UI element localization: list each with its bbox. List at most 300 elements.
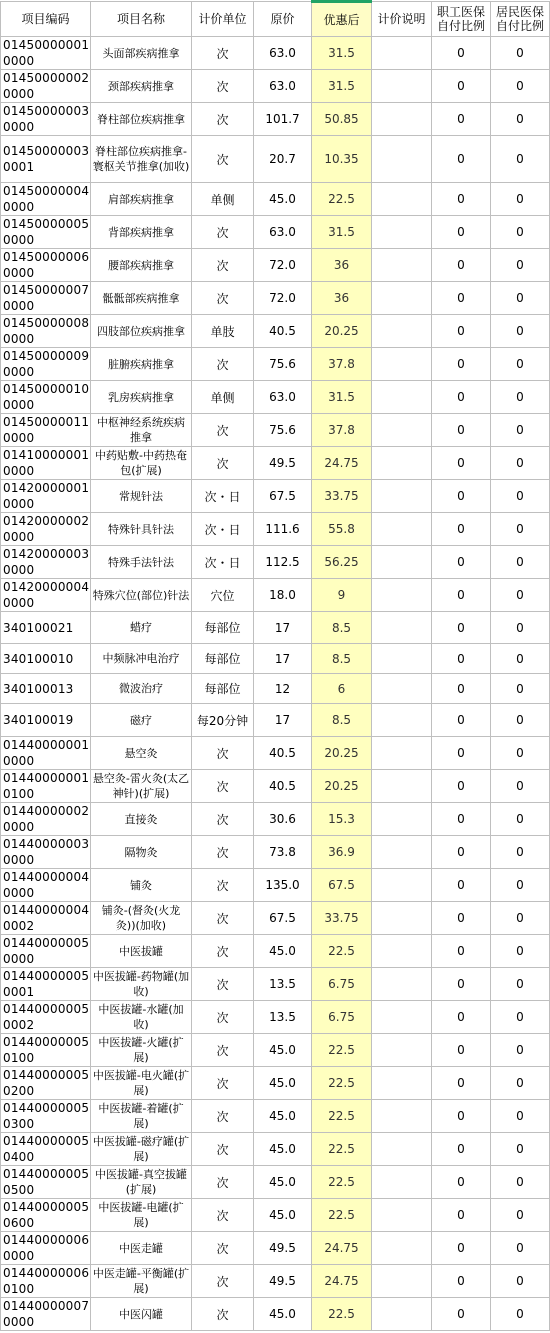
cell-discount[interactable]: 8.5 [312, 704, 372, 737]
cell-price[interactable]: 12 [254, 674, 312, 704]
cell-unit[interactable]: 每20分钟 [192, 704, 254, 737]
cell-worker-ratio[interactable]: 0 [432, 37, 491, 70]
cell-worker-ratio[interactable]: 0 [432, 480, 491, 513]
cell-resident-ratio[interactable]: 0 [491, 216, 550, 249]
cell-note[interactable] [372, 644, 432, 674]
header-price[interactable]: 原价 [254, 2, 312, 37]
cell-name[interactable]: 骶骶部疾病推拿 [91, 282, 192, 315]
cell-price[interactable]: 30.6 [254, 803, 312, 836]
cell-code[interactable]: 014400000060100 [1, 1265, 91, 1298]
cell-note[interactable] [372, 1001, 432, 1034]
cell-discount[interactable]: 10.35 [312, 136, 372, 183]
cell-unit[interactable]: 次・日 [192, 513, 254, 546]
cell-name[interactable]: 中医闪罐 [91, 1298, 192, 1331]
cell-unit[interactable]: 次・日 [192, 480, 254, 513]
cell-discount[interactable]: 37.8 [312, 414, 372, 447]
cell-resident-ratio[interactable]: 0 [491, 836, 550, 869]
cell-unit[interactable]: 次 [192, 216, 254, 249]
cell-note[interactable] [372, 447, 432, 480]
cell-note[interactable] [372, 1100, 432, 1133]
cell-price[interactable]: 67.5 [254, 480, 312, 513]
cell-price[interactable]: 45.0 [254, 1166, 312, 1199]
cell-code[interactable]: 014400000050002 [1, 1001, 91, 1034]
cell-worker-ratio[interactable]: 0 [432, 1067, 491, 1100]
cell-note[interactable] [372, 183, 432, 216]
cell-note[interactable] [372, 737, 432, 770]
cell-code[interactable]: 014400000050400 [1, 1133, 91, 1166]
cell-discount[interactable]: 36.9 [312, 836, 372, 869]
cell-discount[interactable]: 31.5 [312, 70, 372, 103]
cell-discount[interactable]: 36 [312, 249, 372, 282]
cell-price[interactable]: 45.0 [254, 1199, 312, 1232]
cell-code[interactable]: 014500000090000 [1, 348, 91, 381]
cell-code[interactable]: 340100013 [1, 674, 91, 704]
cell-note[interactable] [372, 1166, 432, 1199]
cell-unit[interactable]: 次 [192, 737, 254, 770]
cell-name[interactable]: 悬空灸 [91, 737, 192, 770]
cell-worker-ratio[interactable]: 0 [432, 1100, 491, 1133]
cell-price[interactable]: 111.6 [254, 513, 312, 546]
cell-unit[interactable]: 次 [192, 1199, 254, 1232]
cell-worker-ratio[interactable]: 0 [432, 216, 491, 249]
cell-unit[interactable]: 次 [192, 1133, 254, 1166]
cell-discount[interactable]: 31.5 [312, 216, 372, 249]
cell-price[interactable]: 49.5 [254, 1265, 312, 1298]
cell-resident-ratio[interactable]: 0 [491, 70, 550, 103]
cell-resident-ratio[interactable]: 0 [491, 579, 550, 612]
cell-name[interactable]: 四肢部位疾病推拿 [91, 315, 192, 348]
cell-discount[interactable]: 24.75 [312, 1232, 372, 1265]
cell-worker-ratio[interactable]: 0 [432, 737, 491, 770]
cell-note[interactable] [372, 103, 432, 136]
cell-worker-ratio[interactable]: 0 [432, 579, 491, 612]
cell-unit[interactable]: 次 [192, 1298, 254, 1331]
cell-worker-ratio[interactable]: 0 [432, 644, 491, 674]
cell-unit[interactable]: 次 [192, 414, 254, 447]
cell-discount[interactable]: 22.5 [312, 1133, 372, 1166]
cell-note[interactable] [372, 381, 432, 414]
cell-unit[interactable]: 穴位 [192, 579, 254, 612]
cell-note[interactable] [372, 315, 432, 348]
cell-discount[interactable]: 33.75 [312, 902, 372, 935]
cell-worker-ratio[interactable]: 0 [432, 70, 491, 103]
cell-name[interactable]: 铺灸 [91, 869, 192, 902]
cell-name[interactable]: 中医走罐 [91, 1232, 192, 1265]
cell-discount[interactable]: 15.3 [312, 803, 372, 836]
cell-code[interactable]: 014400000040000 [1, 869, 91, 902]
cell-code[interactable]: 014400000070000 [1, 1298, 91, 1331]
cell-resident-ratio[interactable]: 0 [491, 674, 550, 704]
cell-resident-ratio[interactable]: 0 [491, 103, 550, 136]
cell-name[interactable]: 蜡疗 [91, 612, 192, 644]
cell-worker-ratio[interactable]: 0 [432, 1232, 491, 1265]
cell-price[interactable]: 40.5 [254, 315, 312, 348]
cell-worker-ratio[interactable]: 0 [432, 282, 491, 315]
cell-price[interactable]: 75.6 [254, 348, 312, 381]
cell-code[interactable]: 014400000050000 [1, 935, 91, 968]
cell-worker-ratio[interactable]: 0 [432, 704, 491, 737]
cell-name[interactable]: 头面部疾病推拿 [91, 37, 192, 70]
cell-price[interactable]: 63.0 [254, 381, 312, 414]
cell-note[interactable] [372, 770, 432, 803]
cell-resident-ratio[interactable]: 0 [491, 644, 550, 674]
cell-unit[interactable]: 次 [192, 70, 254, 103]
cell-unit[interactable]: 次 [192, 37, 254, 70]
cell-note[interactable] [372, 1133, 432, 1166]
cell-price[interactable]: 75.6 [254, 414, 312, 447]
cell-code[interactable]: 014500000040000 [1, 183, 91, 216]
cell-discount[interactable]: 20.25 [312, 315, 372, 348]
cell-resident-ratio[interactable]: 0 [491, 1265, 550, 1298]
cell-resident-ratio[interactable]: 0 [491, 1133, 550, 1166]
cell-code[interactable]: 014500000070000 [1, 282, 91, 315]
cell-price[interactable]: 72.0 [254, 249, 312, 282]
cell-discount[interactable]: 8.5 [312, 644, 372, 674]
cell-name[interactable]: 特殊针具针法 [91, 513, 192, 546]
cell-discount[interactable]: 31.5 [312, 37, 372, 70]
cell-discount[interactable]: 22.5 [312, 1166, 372, 1199]
cell-price[interactable]: 63.0 [254, 70, 312, 103]
cell-resident-ratio[interactable]: 0 [491, 414, 550, 447]
cell-discount[interactable]: 55.8 [312, 513, 372, 546]
cell-price[interactable]: 45.0 [254, 1133, 312, 1166]
cell-name[interactable]: 特殊手法针法 [91, 546, 192, 579]
cell-worker-ratio[interactable]: 0 [432, 315, 491, 348]
cell-name[interactable]: 铺灸-(督灸(火龙灸))(加收) [91, 902, 192, 935]
cell-discount[interactable]: 20.25 [312, 770, 372, 803]
cell-code[interactable]: 014500000020000 [1, 70, 91, 103]
cell-note[interactable] [372, 546, 432, 579]
cell-name[interactable]: 颈部疾病推拿 [91, 70, 192, 103]
cell-name[interactable]: 中医拔罐-药物罐(加收) [91, 968, 192, 1001]
cell-worker-ratio[interactable]: 0 [432, 348, 491, 381]
cell-name[interactable]: 中医拔罐-火罐(扩展) [91, 1034, 192, 1067]
cell-unit[interactable]: 次 [192, 348, 254, 381]
cell-name[interactable]: 中频脉冲电治疗 [91, 644, 192, 674]
cell-discount[interactable]: 9 [312, 579, 372, 612]
cell-note[interactable] [372, 579, 432, 612]
cell-unit[interactable]: 次 [192, 1232, 254, 1265]
cell-unit[interactable]: 次 [192, 935, 254, 968]
header-resident-ratio[interactable]: 居民医保自付比例 [491, 2, 550, 37]
cell-worker-ratio[interactable]: 0 [432, 869, 491, 902]
cell-name[interactable]: 直接灸 [91, 803, 192, 836]
cell-price[interactable]: 101.7 [254, 103, 312, 136]
cell-resident-ratio[interactable]: 0 [491, 136, 550, 183]
header-worker-ratio[interactable]: 职工医保自付比例 [432, 2, 491, 37]
cell-discount[interactable]: 22.5 [312, 1199, 372, 1232]
cell-price[interactable]: 45.0 [254, 935, 312, 968]
cell-code[interactable]: 014400000010100 [1, 770, 91, 803]
cell-note[interactable] [372, 513, 432, 546]
cell-resident-ratio[interactable]: 0 [491, 803, 550, 836]
cell-code[interactable]: 014400000010000 [1, 737, 91, 770]
cell-note[interactable] [372, 1265, 432, 1298]
cell-price[interactable]: 45.0 [254, 1067, 312, 1100]
cell-note[interactable] [372, 1199, 432, 1232]
cell-worker-ratio[interactable]: 0 [432, 935, 491, 968]
cell-note[interactable] [372, 70, 432, 103]
cell-unit[interactable]: 次 [192, 1265, 254, 1298]
cell-note[interactable] [372, 674, 432, 704]
header-discount[interactable]: 优惠后 [312, 2, 372, 37]
cell-price[interactable]: 13.5 [254, 1001, 312, 1034]
cell-code[interactable]: 014500000060000 [1, 249, 91, 282]
cell-name[interactable]: 脊柱部位疾病推拿 [91, 103, 192, 136]
cell-code[interactable]: 340100010 [1, 644, 91, 674]
cell-code[interactable]: 014500000100000 [1, 381, 91, 414]
cell-resident-ratio[interactable]: 0 [491, 513, 550, 546]
cell-price[interactable]: 49.5 [254, 447, 312, 480]
cell-name[interactable]: 磁疗 [91, 704, 192, 737]
cell-unit[interactable]: 单肢 [192, 315, 254, 348]
cell-unit[interactable]: 每部位 [192, 644, 254, 674]
cell-note[interactable] [372, 869, 432, 902]
cell-unit[interactable]: 次 [192, 249, 254, 282]
cell-name[interactable]: 中医拔罐-磁疗罐(扩展) [91, 1133, 192, 1166]
cell-discount[interactable]: 22.5 [312, 935, 372, 968]
cell-price[interactable]: 13.5 [254, 968, 312, 1001]
cell-discount[interactable]: 22.5 [312, 1298, 372, 1331]
cell-discount[interactable]: 24.75 [312, 447, 372, 480]
cell-note[interactable] [372, 282, 432, 315]
cell-discount[interactable]: 31.5 [312, 381, 372, 414]
cell-worker-ratio[interactable]: 0 [432, 612, 491, 644]
cell-unit[interactable]: 次 [192, 136, 254, 183]
cell-resident-ratio[interactable]: 0 [491, 869, 550, 902]
cell-price[interactable]: 18.0 [254, 579, 312, 612]
cell-resident-ratio[interactable]: 0 [491, 546, 550, 579]
cell-discount[interactable]: 22.5 [312, 1034, 372, 1067]
cell-discount[interactable]: 24.75 [312, 1265, 372, 1298]
cell-worker-ratio[interactable]: 0 [432, 902, 491, 935]
cell-note[interactable] [372, 348, 432, 381]
cell-worker-ratio[interactable]: 0 [432, 1133, 491, 1166]
cell-note[interactable] [372, 414, 432, 447]
cell-code[interactable]: 014400000050100 [1, 1034, 91, 1067]
cell-name[interactable]: 中医拔罐-着罐(扩展) [91, 1100, 192, 1133]
cell-unit[interactable]: 次 [192, 282, 254, 315]
cell-name[interactable]: 脏腑疾病推拿 [91, 348, 192, 381]
cell-unit[interactable]: 次 [192, 447, 254, 480]
cell-worker-ratio[interactable]: 0 [432, 1265, 491, 1298]
cell-code[interactable]: 014200000040000 [1, 579, 91, 612]
cell-worker-ratio[interactable]: 0 [432, 803, 491, 836]
cell-name[interactable]: 腰部疾病推拿 [91, 249, 192, 282]
cell-resident-ratio[interactable]: 0 [491, 348, 550, 381]
header-unit[interactable]: 计价单位 [192, 2, 254, 37]
cell-worker-ratio[interactable]: 0 [432, 1034, 491, 1067]
cell-worker-ratio[interactable]: 0 [432, 447, 491, 480]
cell-code[interactable]: 014200000020000 [1, 513, 91, 546]
cell-resident-ratio[interactable]: 0 [491, 1199, 550, 1232]
cell-resident-ratio[interactable]: 0 [491, 902, 550, 935]
cell-code[interactable]: 014500000030000 [1, 103, 91, 136]
cell-worker-ratio[interactable]: 0 [432, 103, 491, 136]
cell-name[interactable]: 中医拔罐-电火罐(扩展) [91, 1067, 192, 1100]
cell-discount[interactable]: 22.5 [312, 1100, 372, 1133]
cell-discount[interactable]: 22.5 [312, 183, 372, 216]
cell-code[interactable]: 014400000020000 [1, 803, 91, 836]
cell-name[interactable]: 常规针法 [91, 480, 192, 513]
cell-unit[interactable]: 次 [192, 770, 254, 803]
cell-worker-ratio[interactable]: 0 [432, 1298, 491, 1331]
cell-discount[interactable]: 22.5 [312, 1067, 372, 1100]
cell-price[interactable]: 45.0 [254, 1100, 312, 1133]
cell-code[interactable]: 014400000050600 [1, 1199, 91, 1232]
cell-worker-ratio[interactable]: 0 [432, 1199, 491, 1232]
cell-code[interactable]: 014500000010000 [1, 37, 91, 70]
cell-unit[interactable]: 单侧 [192, 381, 254, 414]
cell-unit[interactable]: 次 [192, 1034, 254, 1067]
cell-note[interactable] [372, 968, 432, 1001]
cell-worker-ratio[interactable]: 0 [432, 381, 491, 414]
cell-code[interactable]: 014400000050200 [1, 1067, 91, 1100]
cell-name[interactable]: 中医走罐-平衡罐(扩展) [91, 1265, 192, 1298]
cell-code[interactable]: 014200000010000 [1, 480, 91, 513]
cell-discount[interactable]: 36 [312, 282, 372, 315]
cell-worker-ratio[interactable]: 0 [432, 183, 491, 216]
cell-resident-ratio[interactable]: 0 [491, 1001, 550, 1034]
cell-worker-ratio[interactable]: 0 [432, 136, 491, 183]
cell-unit[interactable]: 次 [192, 869, 254, 902]
cell-unit[interactable]: 次 [192, 1166, 254, 1199]
cell-note[interactable] [372, 704, 432, 737]
cell-resident-ratio[interactable]: 0 [491, 315, 550, 348]
cell-price[interactable]: 73.8 [254, 836, 312, 869]
cell-code[interactable]: 014400000040002 [1, 902, 91, 935]
cell-price[interactable]: 135.0 [254, 869, 312, 902]
cell-resident-ratio[interactable]: 0 [491, 381, 550, 414]
cell-price[interactable]: 63.0 [254, 216, 312, 249]
cell-resident-ratio[interactable]: 0 [491, 935, 550, 968]
cell-discount[interactable]: 6.75 [312, 968, 372, 1001]
cell-worker-ratio[interactable]: 0 [432, 513, 491, 546]
cell-unit[interactable]: 次 [192, 803, 254, 836]
cell-name[interactable]: 悬空灸-雷火灸(太乙神针)(扩展) [91, 770, 192, 803]
cell-note[interactable] [372, 1298, 432, 1331]
cell-resident-ratio[interactable]: 0 [491, 1100, 550, 1133]
cell-price[interactable]: 45.0 [254, 1298, 312, 1331]
cell-discount[interactable]: 20.25 [312, 737, 372, 770]
cell-discount[interactable]: 33.75 [312, 480, 372, 513]
cell-worker-ratio[interactable]: 0 [432, 674, 491, 704]
cell-discount[interactable]: 50.85 [312, 103, 372, 136]
cell-resident-ratio[interactable]: 0 [491, 183, 550, 216]
cell-discount[interactable]: 6 [312, 674, 372, 704]
cell-code[interactable]: 014500000110000 [1, 414, 91, 447]
header-name[interactable]: 项目名称 [91, 2, 192, 37]
cell-price[interactable]: 63.0 [254, 37, 312, 70]
cell-discount[interactable]: 8.5 [312, 612, 372, 644]
cell-unit[interactable]: 次・日 [192, 546, 254, 579]
cell-code[interactable]: 014400000060000 [1, 1232, 91, 1265]
cell-worker-ratio[interactable]: 0 [432, 1166, 491, 1199]
cell-name[interactable]: 微波治疗 [91, 674, 192, 704]
cell-price[interactable]: 17 [254, 644, 312, 674]
cell-worker-ratio[interactable]: 0 [432, 546, 491, 579]
cell-note[interactable] [372, 612, 432, 644]
cell-name[interactable]: 中医拔罐-真空拔罐(扩展) [91, 1166, 192, 1199]
cell-resident-ratio[interactable]: 0 [491, 770, 550, 803]
cell-resident-ratio[interactable]: 0 [491, 480, 550, 513]
cell-unit[interactable]: 每部位 [192, 612, 254, 644]
cell-code[interactable]: 014400000050300 [1, 1100, 91, 1133]
cell-price[interactable]: 17 [254, 704, 312, 737]
cell-price[interactable]: 45.0 [254, 183, 312, 216]
cell-unit[interactable]: 次 [192, 902, 254, 935]
cell-unit[interactable]: 单侧 [192, 183, 254, 216]
cell-code[interactable]: 014200000030000 [1, 546, 91, 579]
cell-resident-ratio[interactable]: 0 [491, 612, 550, 644]
cell-code[interactable]: 014400000050500 [1, 1166, 91, 1199]
cell-price[interactable]: 67.5 [254, 902, 312, 935]
cell-resident-ratio[interactable]: 0 [491, 1034, 550, 1067]
cell-code[interactable]: 014500000080000 [1, 315, 91, 348]
cell-discount[interactable]: 37.8 [312, 348, 372, 381]
cell-price[interactable]: 49.5 [254, 1232, 312, 1265]
cell-unit[interactable]: 每部位 [192, 674, 254, 704]
cell-note[interactable] [372, 836, 432, 869]
cell-worker-ratio[interactable]: 0 [432, 414, 491, 447]
cell-unit[interactable]: 次 [192, 103, 254, 136]
cell-note[interactable] [372, 1232, 432, 1265]
cell-note[interactable] [372, 216, 432, 249]
cell-note[interactable] [372, 935, 432, 968]
cell-note[interactable] [372, 249, 432, 282]
cell-code[interactable]: 340100021 [1, 612, 91, 644]
cell-price[interactable]: 112.5 [254, 546, 312, 579]
cell-name[interactable]: 肩部疾病推拿 [91, 183, 192, 216]
cell-name[interactable]: 中医拔罐-电罐(扩展) [91, 1199, 192, 1232]
cell-name[interactable]: 中医拔罐-水罐(加收) [91, 1001, 192, 1034]
cell-worker-ratio[interactable]: 0 [432, 1001, 491, 1034]
cell-unit[interactable]: 次 [192, 836, 254, 869]
cell-unit[interactable]: 次 [192, 968, 254, 1001]
cell-name[interactable]: 中药贴敷-中药热奄包(扩展) [91, 447, 192, 480]
cell-name[interactable]: 特殊穴位(部位)针法 [91, 579, 192, 612]
cell-note[interactable] [372, 1067, 432, 1100]
cell-resident-ratio[interactable]: 0 [491, 968, 550, 1001]
cell-name[interactable]: 脊柱部位疾病推拿-寰枢关节推拿(加收) [91, 136, 192, 183]
cell-unit[interactable]: 次 [192, 1067, 254, 1100]
cell-note[interactable] [372, 136, 432, 183]
cell-note[interactable] [372, 902, 432, 935]
cell-price[interactable]: 40.5 [254, 737, 312, 770]
cell-price[interactable]: 45.0 [254, 1034, 312, 1067]
cell-discount[interactable]: 56.25 [312, 546, 372, 579]
cell-worker-ratio[interactable]: 0 [432, 836, 491, 869]
cell-resident-ratio[interactable]: 0 [491, 447, 550, 480]
cell-name[interactable]: 中医拔罐 [91, 935, 192, 968]
cell-worker-ratio[interactable]: 0 [432, 968, 491, 1001]
cell-name[interactable]: 乳房疾病推拿 [91, 381, 192, 414]
cell-name[interactable]: 背部疾病推拿 [91, 216, 192, 249]
cell-name[interactable]: 隔物灸 [91, 836, 192, 869]
cell-resident-ratio[interactable]: 0 [491, 1166, 550, 1199]
cell-code[interactable]: 014500000030001 [1, 136, 91, 183]
cell-unit[interactable]: 次 [192, 1001, 254, 1034]
cell-note[interactable] [372, 37, 432, 70]
cell-code[interactable]: 014400000050001 [1, 968, 91, 1001]
cell-price[interactable]: 40.5 [254, 770, 312, 803]
header-code[interactable]: 项目编码 [1, 2, 91, 37]
cell-price[interactable]: 17 [254, 612, 312, 644]
cell-resident-ratio[interactable]: 0 [491, 1067, 550, 1100]
cell-discount[interactable]: 67.5 [312, 869, 372, 902]
cell-code[interactable]: 340100019 [1, 704, 91, 737]
cell-note[interactable] [372, 480, 432, 513]
